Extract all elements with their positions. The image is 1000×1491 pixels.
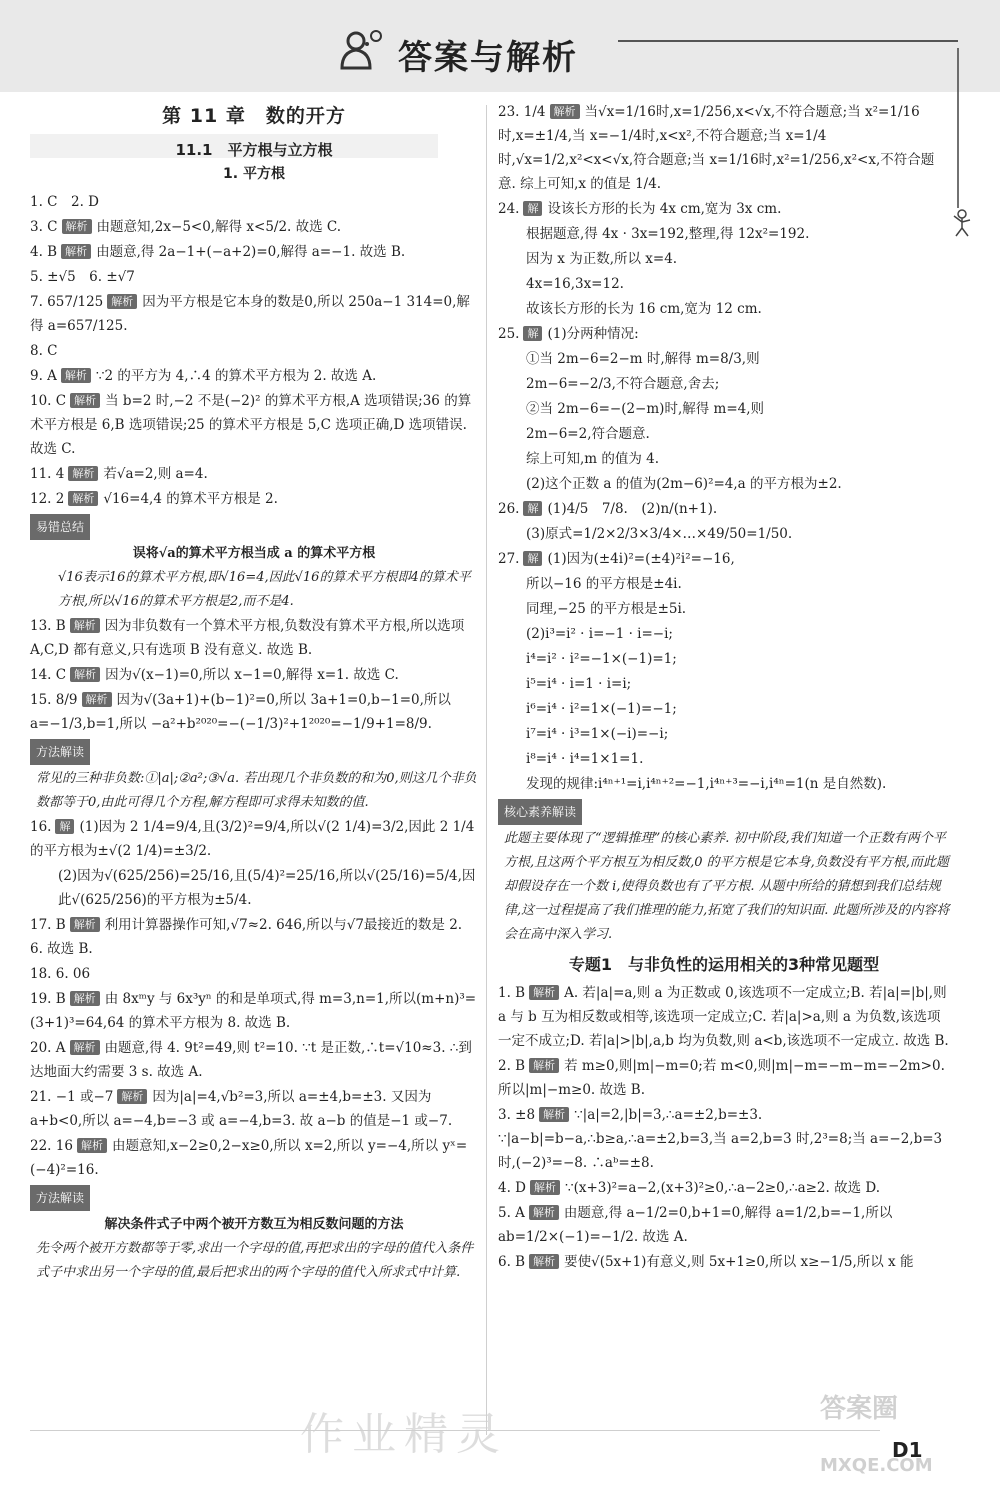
right-column [498, 100, 950, 1275]
answer-item [30, 265, 478, 289]
analysis-badge: 解析 [68, 466, 98, 481]
answer-item [498, 572, 950, 596]
note-title: 误将√a的算术平方根当成 a 的算术平方根 [132, 546, 376, 561]
answer-text: 若 m≥0,则|m|−m=0;若 m<0,则|m|−m=−m−m=−2m>0. 所以|m|−m≥0. 故选 B. [498, 1058, 945, 1098]
answer-number: 4. B [30, 244, 58, 260]
analysis-badge: 解 [523, 551, 542, 566]
answer-text: 由题意,得 4. 9t²=49,则 t²=10. ∵t 是正数,∴t=√10≈3. ∴到达地面大约需要 3 s. 故选 A. [30, 1040, 472, 1080]
answer-number: 6. B [498, 1254, 526, 1270]
answer-text: 2m−6=2,符合题意. [526, 426, 650, 442]
note-body: 此题主要体现了“逻辑推理”的核心素养. 初中阶段,我们知道一个正数有两个平方根,且这两个平方根互为相反数,0 的平方根是它本身,负数没有平方根,而此题却假设存在一个数 i,使得负数也有了平方根. 从题中所给的猜想到我们总结规律,这一过程提高了我们推理的能力,拓宽了我们的知识面. 此题所涉及的内容将会在高中深入学习. [504, 831, 950, 942]
answer-item [498, 297, 950, 321]
answer-number: 26. [498, 501, 520, 517]
answer-number: 12. 2 [30, 491, 65, 507]
note-core-literacy [498, 797, 950, 947]
answer-text: 当 b=2 时,−2 不是(−2)² 的算术平方根,A 选项错误;36 的算术平方根是 6,B 选项错误;25 的算术平方根是 5,C 选项正确,D 选项错误. 故选 C. [30, 393, 472, 457]
answer-item [30, 663, 478, 687]
answer-text: i⁵=i⁴ · i=1 · i=i; [526, 676, 632, 692]
answer-item [30, 190, 478, 214]
analysis-badge: 解析 [70, 393, 100, 408]
subsection-title: 1. 平方根 [223, 166, 285, 182]
answer-text: 4x=16,3x=12. [526, 276, 624, 292]
answer-number: 5. A [498, 1205, 525, 1221]
answer-number: 22. 16 [30, 1138, 73, 1154]
answer-text: A. 若|a|=a,则 a 为正数或 0,该选项不一定成立;B. 若|a|=|b|,则 a 与 b 互为相反数或相等,该选项一定成立;C. 若|a|>a,则 a 为负数,该选项一定不成立;D. 若|a|>|b|,a,b 均为负数,则 a<b,该选项不一定成立. 故选 B. [498, 985, 949, 1049]
analysis-badge: 解析 [70, 667, 100, 682]
analysis-badge: 解析 [77, 1138, 107, 1153]
answer-item [30, 290, 478, 338]
answer-item [498, 372, 950, 396]
answer-text: (2)因为√(625/256)=25/16,且(5/4)²=25/16,所以√(25/16)=5/4,因此√(625/256)的平方根为±5/4. [58, 868, 476, 908]
answer-item [498, 447, 950, 471]
section-title: 11.1 平方根与立方根 [175, 141, 333, 159]
answer-item [30, 462, 478, 486]
answer-number: 5. ±√5 6. ±√7 [30, 269, 135, 285]
analysis-badge: 解析 [68, 491, 98, 506]
answer-text: 由题意,得 a−1/2=0,b+1=0,解得 a=1/2,b=−1,所以 ab=1/2×(−1)=−1/2. 故选 A. [498, 1205, 893, 1245]
answer-number: 7. 657/125 [30, 294, 104, 310]
note-mistake-summary [30, 512, 478, 614]
analysis-badge: 解析 [61, 244, 91, 259]
answer-item [498, 647, 950, 671]
answer-item [30, 913, 478, 961]
answer-text: 由题意,得 2a−1+(−a+2)=0,解得 a=−1. 故选 B. [96, 244, 406, 260]
answer-item [498, 1054, 950, 1102]
answer-item [30, 364, 478, 388]
answer-text: 利用计算器操作可知,√7≈2. 646,所以与√7最接近的数是 2. 6. 故选 B. [30, 917, 463, 957]
answer-item [30, 487, 478, 511]
column-divider [486, 105, 487, 1435]
answer-item [498, 422, 950, 446]
analysis-badge: 解 [55, 819, 74, 834]
answer-item [30, 339, 478, 363]
answer-text: 发现的规律:i⁴ⁿ⁺¹=i,i⁴ⁿ⁺²=−1,i⁴ⁿ⁺³=−i,i⁴ⁿ=1(n 是自然数). [526, 776, 887, 792]
answer-item [30, 240, 478, 264]
chapter-title: 第 11 章 数的开方 [162, 105, 346, 127]
note-head: 方法解读 [30, 1185, 90, 1211]
answer-item [498, 272, 950, 296]
analysis-badge: 解析 [70, 1040, 100, 1055]
answer-item [30, 1036, 478, 1084]
answer-item [498, 522, 950, 546]
answer-text: 因为平方根是它本身的数是0,所以 250a−1 314=0,解得 a=657/125. [30, 294, 470, 334]
answer-item [498, 1201, 950, 1249]
analysis-badge: 解析 [70, 618, 100, 633]
answer-item [498, 247, 950, 271]
answer-text: (1)因为(±4i)²=(±4)²i²=−16, [547, 551, 735, 567]
note-title: 解决条件式子中两个被开方数互为相反数问题的方法 [104, 1217, 404, 1232]
answer-item [498, 747, 950, 771]
answer-item [30, 815, 478, 863]
answer-item [498, 1176, 950, 1200]
answer-text: 因为√(3a+1)+(b−1)²=0,所以 3a+1=0,b−1=0,所以 a=−1/3,b=1,所以 −a²+b²⁰²⁰=−(−1/3)²+1²⁰²⁰=−1/9+1=8/9. [30, 692, 451, 732]
answer-text: (1)4/5 7/8. (2)n/(n+1). [547, 501, 718, 517]
analysis-badge: 解析 [529, 1205, 559, 1220]
answer-text: ∵(x+3)²=a−2,(x+3)²≥0,∴a−2≥0,∴a≥2. 故选 D. [565, 1180, 881, 1196]
answer-item [498, 222, 950, 246]
analysis-badge: 解析 [61, 368, 91, 383]
answer-text: 同理,−25 的平方根是±5i. [526, 601, 687, 617]
answer-item [498, 100, 950, 196]
answer-text: 综上可知,m 的值为 4. [526, 451, 660, 467]
answer-item [30, 688, 478, 736]
answer-number: 3. ±8 [498, 1107, 536, 1123]
analysis-badge: 解 [523, 326, 542, 341]
answer-item [30, 389, 478, 461]
answer-number: 10. C [30, 393, 67, 409]
answer-number: 20. A [30, 1040, 66, 1056]
answer-number: 24. [498, 201, 520, 217]
answer-number: 11. 4 [30, 466, 65, 482]
answer-item [30, 962, 478, 986]
note-body: 先令两个被开方数都等于零,求出一个字母的值,再把求出的字母的值代入条件式子中求出另一个字母的值,最后把求出的两个字母的值代入所求式中计算. [36, 1241, 474, 1280]
answer-text: 2m−6=−2/3,不符合题意,舍去; [526, 376, 720, 392]
answer-number: 1. B [498, 985, 526, 1001]
analysis-badge: 解析 [107, 294, 137, 309]
answer-item [30, 864, 478, 912]
climber-decoration-icon [948, 48, 978, 238]
watermark-site-logo: 答案圈 [820, 1394, 899, 1424]
answer-text: ∵|a|=2,|b|=3,∴a=±2,b=±3. ∵|a−b|=b−a,∴b≥a,∴a=±2,b=3,当 a=2,b=3 时,2³=8;当 a=−2,b=3 时,(−2)³=−8. ∴aᵇ=±8. [498, 1107, 943, 1171]
analysis-badge: 解析 [550, 104, 580, 119]
answer-number: 17. B [30, 917, 66, 933]
answer-text: 当√x=1/16时,x=1/256,x<√x,不符合题意;当 x²=1/16时,x=±1/4,当 x=−1/4时,x<x²,不符合题意;当 x=1/4时,√x=1/2,x²<x<√x,符合题意;当 x=1/16时,x²=1/256,x²<x,不符合题意. 综上可知,x 的值是 1/4. [498, 104, 935, 192]
answer-number: 13. B [30, 618, 66, 634]
topic-title: 专题1 与非负性的运用相关的3种常见题型 [568, 955, 880, 974]
analysis-badge: 解 [523, 501, 542, 516]
answer-text: (1)分两种情况: [547, 326, 639, 342]
answer-item [498, 981, 950, 1053]
answer-item [498, 1103, 950, 1175]
note-method-1 [30, 737, 478, 815]
analysis-badge: 解析 [529, 985, 559, 1000]
answer-text: 因为 x 为正数,所以 x=4. [526, 251, 678, 267]
answer-item [30, 1085, 478, 1133]
answer-item [498, 497, 950, 521]
answer-number: 23. 1/4 [498, 104, 546, 120]
answer-text: 由 8xᵐy 与 6x³yⁿ 的和是单项式,得 m=3,n=1,所以(m+n)³=(3+1)³=64,64 的算术平方根为 8. 故选 B. [30, 991, 477, 1031]
answer-item [498, 672, 950, 696]
answer-number: 19. B [30, 991, 66, 1007]
analysis-badge: 解析 [82, 692, 112, 707]
analysis-badge: 解析 [539, 1107, 569, 1122]
answer-text: 根据题意,得 4x · 3x=192,整理,得 12x²=192. [526, 226, 810, 242]
answer-number: 15. 8/9 [30, 692, 78, 708]
answer-number: 9. A [30, 368, 57, 384]
answer-number: 25. [498, 326, 520, 342]
answer-text: i⁴=i² · i²=−1×(−1)=1; [526, 651, 677, 667]
answer-text: 设该长方形的长为 4x cm,宽为 3x cm. [547, 201, 782, 217]
answer-item [498, 697, 950, 721]
answer-item [498, 772, 950, 796]
page-header [0, 0, 1000, 92]
analysis-badge: 解析 [529, 1254, 559, 1269]
note-body: √16表示16的算术平方根,即√16=4,因此√16的算术平方根即4的算术平方根,所以√16的算术平方根是2,而不是4. [58, 570, 471, 609]
answer-text: (2)i³=i² · i=−1 · i=−i; [526, 626, 673, 642]
answer-text: √16=4,4 的算术平方根是 2. [103, 491, 278, 507]
answer-item [30, 215, 478, 239]
answer-number: 1. C 2. D [30, 194, 99, 210]
answer-text: 要使√(5x+1)有意义,则 5x+1≥0,所以 x≥−1/5,所以 x 能 [564, 1254, 914, 1270]
analysis-badge: 解析 [70, 991, 100, 1006]
answer-text: 故该长方形的长为 16 cm,宽为 12 cm. [526, 301, 762, 317]
left-column [30, 100, 478, 1285]
page-number: D1 [892, 1438, 923, 1462]
page-title: 答案与解析 [398, 38, 578, 78]
header-rule [618, 40, 958, 42]
note-head: 方法解读 [30, 739, 90, 765]
answer-item [498, 197, 950, 221]
answer-item [498, 1250, 950, 1274]
answer-text: ②当 2m−6=−(2−m)时,解得 m=4,则 [526, 401, 765, 417]
answer-text: i⁶=i⁴ · i²=1×(−1)=−1; [526, 701, 677, 717]
answer-text: i⁷=i⁴ · i³=1×(−i)=−i; [526, 726, 669, 742]
answer-number: 8. C [30, 343, 58, 359]
answer-number: 16. [30, 819, 52, 835]
answer-text: i⁸=i⁴ · i⁴=1×1=1. [526, 751, 644, 767]
answer-text: 由题意知,x−2≥0,2−x≥0,所以 x=2,所以 y=−4,所以 yˣ=(−4)²=16. [30, 1138, 468, 1178]
answer-text: ①当 2m−6=2−m 时,解得 m=8/3,则 [526, 351, 760, 367]
answer-item [498, 322, 950, 346]
answer-item [498, 397, 950, 421]
answer-item [498, 472, 950, 496]
answer-text: (3)原式=1/2×2/3×3/4×…×49/50=1/50. [526, 526, 793, 542]
watermark-main: 作业精灵 [300, 1409, 508, 1460]
answer-number: 21. −1 或−7 [30, 1089, 114, 1105]
analysis-badge: 解析 [530, 1180, 560, 1195]
answer-text: 因为|a|=4,√b²=3,所以 a=±4,b=±3. 又因为 a+b<0,所以 a=−4,b=−3 或 a=−4,b=3. 故 a−b 的值是−1 或−7. [30, 1089, 453, 1129]
answer-text: 因为√(x−1)=0,所以 x−1=0,解得 x=1. 故选 C. [105, 667, 399, 683]
answer-text: 因为非负数有一个算术平方根,负数没有算术平方根,所以选项 A,C,D 都有意义,只有选项 B 没有意义. 故选 B. [30, 618, 465, 658]
note-method-2 [30, 1183, 478, 1285]
answer-item [498, 597, 950, 621]
analysis-badge: 解析 [529, 1058, 559, 1073]
answer-number: 3. C [30, 219, 58, 235]
answer-item [498, 547, 950, 571]
analysis-badge: 解析 [70, 917, 100, 932]
note-body: 常见的三种非负数:①|a|;②a²;③√a. 若出现几个非负数的和为0,则这几个非负数都等于0,由此可得几个方程,解方程即可求得未知数的值. [36, 771, 477, 810]
answer-number: 27. [498, 551, 520, 567]
answer-number: 18. 6. 06 [30, 966, 91, 982]
answer-text: ∵2 的平方为 4,∴4 的算术平方根为 2. 故选 A. [95, 368, 377, 384]
thinking-person-icon [336, 28, 386, 74]
answer-text: 所以−16 的平方根是±4i. [526, 576, 682, 592]
answer-item [30, 987, 478, 1035]
answer-number: 4. D [498, 1180, 526, 1196]
note-head: 核心素养解读 [498, 799, 582, 825]
answer-item [498, 347, 950, 371]
analysis-badge: 解析 [117, 1089, 147, 1104]
note-head: 易错总结 [30, 514, 90, 540]
answer-text: (1)因为 2 1/4=9/4,且(3/2)²=9/4,所以√(2 1/4)=3/2,因此 2 1/4 的平方根为±√(2 1/4)=±3/2. [30, 819, 475, 859]
analysis-badge: 解 [523, 201, 542, 216]
answer-text: 若√a=2,则 a=4. [103, 466, 208, 482]
analysis-badge: 解析 [62, 219, 92, 234]
answer-text: (2)这个正数 a 的值为(2m−6)²=4,a 的平方根为±2. [526, 476, 842, 492]
answer-item [498, 722, 950, 746]
answer-text: 由题意知,2x−5<0,解得 x<5/2. 故选 C. [96, 219, 342, 235]
answer-number: 14. C [30, 667, 67, 683]
answer-item [30, 614, 478, 662]
answer-item [498, 622, 950, 646]
watermark-site-url: MXQE.COM [820, 1455, 933, 1476]
answer-number: 2. B [498, 1058, 526, 1074]
answer-item [30, 1134, 478, 1182]
